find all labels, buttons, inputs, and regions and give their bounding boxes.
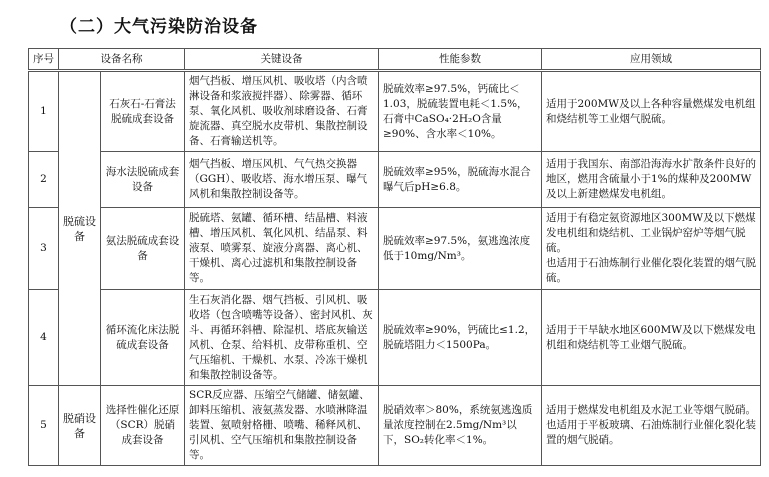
key-equipment: SCR反应器、压缩空气储罐、储氨罐、卸料压缩机、液氨蒸发器、水喷淋降温装置、氨喷射格栅、喷嘴、稀释风机、引风机、空气压缩机和集散控制设备等。 [185, 386, 379, 466]
application: 适用于干旱缺水地区600MW及以下燃煤发电机组和烧结机等工业烟气脱硫。 [542, 290, 761, 386]
equipment-name: 石灰石-石膏法脱硫成套设备 [101, 71, 185, 152]
row-num: 5 [29, 386, 59, 466]
equipment-name: 循环流化床法脱硫成套设备 [101, 290, 185, 386]
application: 适用于200MW及以上各种容量燃煤发电机组和烧结机等工业烟气脱硫。 [542, 71, 761, 152]
equipment-name: 海水法脱硫成套设备 [101, 152, 185, 208]
table-row [29, 71, 761, 152]
row-num: 4 [29, 290, 59, 386]
performance: 脱硫效率≥95%，脱硫海水混合曝气后pH≥6.8。 [379, 152, 542, 208]
application: 适用于有稳定氨资源地区300MW及以下燃煤发电机组和烧结机、工业锅炉窑炉等烟气脱硫。 也适用于石油炼制行业催化裂化装置的烟气脱硫。 [542, 208, 761, 290]
key-equipment: 脱硫塔、氨罐、循环槽、结晶槽、料液槽、增压风机、氧化风机、结晶泵、料液泵、喷雾泵、旋液分离器、离心机、干燥机、离心过滤机和集散控制设备等。 [185, 208, 379, 290]
category-denitrification: 脱硝设备 [59, 386, 101, 466]
row-num: 3 [29, 208, 59, 290]
application: 适用于燃煤发电机组及水泥工业等烟气脱硝。 也适用于平板玻璃、石油炼制行业催化裂化装置的烟气脱硝。 [542, 386, 761, 466]
application: 适用于我国东、南部沿海海水扩散条件良好的地区，燃用含硫量小于1%的煤种及200MW及以上新建燃煤发电机组。 [542, 152, 761, 208]
key-equipment: 烟气挡板、增压风机、吸收塔（内含喷淋设备和浆液搅拌器）、除雾器、循环泵、氧化风机、吸收剂球磨设备、石膏旋流器、真空脱水皮带机、集散控制设备、石膏输送机等。 [185, 71, 379, 152]
col-header-key: 关键设备 [185, 49, 379, 71]
row-num: 1 [29, 71, 59, 152]
table-row [29, 290, 761, 386]
performance: 脱硫效率≥97.5%，氨逃逸浓度低于10mg/Nm³。 [379, 208, 542, 290]
performance: 脱硫效率≥90%，钙硫比≤1.2，脱硫塔阻力＜1500Pa。 [379, 290, 542, 386]
col-header-app: 应用领域 [542, 49, 761, 71]
category-desulfurization: 脱硫设备 [59, 71, 101, 386]
equipment-table [28, 48, 761, 466]
table-row [29, 152, 761, 208]
equipment-name: 氨法脱硫成套设备 [101, 208, 185, 290]
table-header-row [29, 49, 761, 71]
col-header-name: 设备名称 [59, 49, 185, 71]
table-row [29, 386, 761, 466]
col-header-perf: 性能参数 [379, 49, 542, 71]
key-equipment: 生石灰消化器、烟气挡板、引风机、吸收塔（包含喷嘴等设备）、密封风机、灰斗、再循环斜槽、除湿机、塔底灰输送风机、仓泵、给料机、皮带称重机、空气压缩机、干燥机、水泵、冷冻干燥机和集散控制设备等。 [185, 290, 379, 386]
row-num: 2 [29, 152, 59, 208]
equipment-name: 选择性催化还原（SCR）脱硝成套设备 [101, 386, 185, 466]
col-header-num: 序号 [29, 49, 59, 71]
performance: 脱硫效率≥97.5%，钙硫比＜1.03，脱硫装置电耗＜1.5%，石膏中CaSO₄·2H₂O含量≥90%、含水率＜10%。 [379, 71, 542, 152]
section-heading: （二）大气污染防治设备 [60, 17, 258, 37]
key-equipment: 烟气挡板、增压风机、气气热交换器（GGH）、吸收塔、海水增压泵、曝气风机和集散控制设备等。 [185, 152, 379, 208]
performance: 脱硝效率＞80%，系统氨逃逸质量浓度控制在2.5mg/Nm³以下，SO₂转化率＜1%。 [379, 386, 542, 466]
table-row [29, 208, 761, 290]
